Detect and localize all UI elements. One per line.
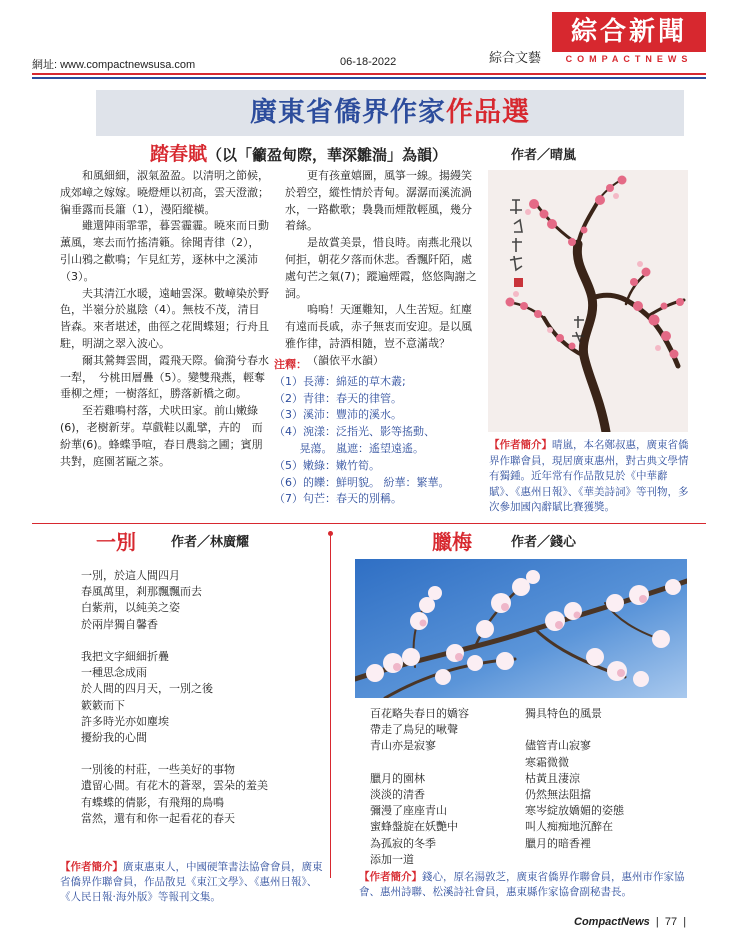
note-item: （4）涴漾：泛指光、影等搖動、 [274, 425, 435, 439]
page-footer [574, 916, 686, 928]
poem1-paragraph: 雖還陣雨霏霏，暮雲霾霾。曉來而日動薰風，寒去而竹搖清籟。徐聞青律（2），引山鴉之歡鳴；乍見紅芳，逐林中之溪沛（3）。 [60, 219, 269, 283]
verse-line: 蜜蜂盤旋在妖艷中 [370, 820, 458, 834]
bio-tag: 【作者簡介】 [60, 861, 123, 873]
verse-line: 帶走了鳥兒的啾聲 [370, 723, 458, 737]
verse-line: 遺留心間。有花木的蒼翠，雲朵的羞美 [81, 779, 268, 793]
poem3-author: 作者／錢心 [511, 535, 577, 550]
poem2-author: 作者／林廣耀 [171, 535, 250, 550]
note-item: （6）的皪：鮮明貌。 紛華：繁華。 [274, 475, 450, 489]
poem1-paragraph: 是故賞美景，惜良時。南燕北飛以何拒，朝花夕落而休悲。香飄阡陌，處處句芒之氣(7)；蹤遍煙霞，悠悠陶謝之詞。 [285, 236, 477, 300]
verse-line: 寒岑綻放嬌媚的姿態 [525, 804, 624, 818]
verse-line: 臘月的暗香裡 [525, 836, 591, 850]
verse-line: 彌漫了座座青山 [370, 804, 447, 818]
verse-line: 添加一道 [370, 852, 414, 866]
logo-english: COMPACTNEWS [565, 54, 693, 64]
verse-line: 獨具特色的風景 [525, 707, 602, 720]
plum-blossom-painting [488, 170, 688, 432]
verse-line: 一別，於這人間四月 [81, 569, 180, 582]
verse-line: 枯黃且淒涼 [525, 771, 580, 785]
poem1-column-1 [60, 168, 270, 470]
cherry-blossom-photo [355, 559, 687, 698]
section-divider-horizontal [32, 523, 706, 524]
header-section: 綜合文藝 [489, 51, 542, 66]
poem2-verse [81, 568, 321, 827]
poem1-notes [274, 357, 484, 508]
divider-dot [328, 531, 333, 536]
logo-chinese: 綜合新聞 [552, 12, 706, 52]
header-rule-blue [32, 77, 706, 79]
verse-line: 寒霜微微 [525, 755, 569, 769]
note-item: （3）溪沛：豐沛的溪水。 [274, 408, 402, 422]
verse-line: 青山亦是寂寥 [370, 739, 436, 753]
note-item: 晃蕩。 嵐遮：遙望遠遙。 [274, 441, 424, 455]
poem1-paragraph: 爾其鶯舞雲間，霞飛天際。倫漪兮春水一犁， 兮桃田層疊（5）。變雙飛燕，輕奪垂柳之煙；一樹落紅，勝落新橋之砌。 [60, 353, 269, 401]
poem1-author-bio [489, 438, 689, 516]
verse-line: 百花略失春日的嬌容 [370, 707, 469, 720]
cherry-blossom-photo-art [355, 559, 687, 698]
bio-tag: 【作者簡介】 [359, 871, 422, 883]
verse-line: 臘月的園林 [370, 771, 425, 785]
plum-blossom-painting-art [488, 170, 688, 432]
footer-separator: | [680, 916, 687, 928]
poem1-paragraph: 夫其清江水暖，遠岫雲深。數嶂染於野色，半嶺分於嵐陰（4）。無枝不茂，清目皆森。來者堪述，曲徑之花間蝶翅；行舟且駐，明湖之翠入波心。 [60, 286, 269, 350]
verse-line: 一別後的村莊，一些美好的事物 [81, 763, 235, 777]
verse-line: 儘管青山寂寥 [525, 739, 591, 753]
poem2-title: 一別 [96, 530, 136, 554]
header-rule-red [32, 73, 706, 75]
footer-separator: | [652, 916, 662, 928]
bio-tag: 【作者簡介】 [489, 439, 552, 451]
verse-line: 擾紛我的心間 [81, 730, 147, 744]
bio-text: 廣東惠東人，中國硬筆書法協會會員，廣東省僑界作聯會員，作品散見《東江文學》、《惠州日報》、《人民日報‧海外版》等報刊文集。 [60, 861, 323, 903]
bio-text: 錢心，原名湯敦芝，廣東省僑界作聯會員，惠州市作家協會、惠州詩聯、松溪詩社會員，惠東縣作家協會副秘書長。 [359, 871, 685, 898]
poem1-author: 作者／晴嵐 [511, 148, 577, 163]
verse-line [370, 755, 525, 771]
verse-line: 當然，還有和你一起看花的春天 [81, 811, 235, 825]
verse-line [81, 633, 321, 649]
verse-line: 叫人痴痴地沉醉在 [525, 820, 613, 834]
poem1-title-text: 踏春賦 [150, 143, 208, 165]
page-title [96, 90, 684, 136]
verse-line: 仍然無法阻擋 [525, 787, 591, 801]
poem1-subtitle: （以「籲盈甸際，華深雛湍」為韻） [207, 146, 448, 164]
footer-brand: CompactNews [574, 916, 650, 928]
poem1-paragraph: 嗚嗚！天運難知，人生苦短。紅塵有遠而長戚，赤子無衷而安迎。是以風雅作律，詩酒相隨，豈不意滿哉？ [285, 303, 472, 350]
verse-line: 簌簌而下 [81, 698, 125, 712]
poem3-verse-right [525, 706, 690, 852]
poem1-rhyme-note: （韻依平水韻） [307, 353, 384, 367]
poem1-paragraph: 更有孩童嬉圖，風箏一線。揚縵笑於碧空，縱性情於青甸。潺潺而溪流渦水，一路歡歌；裊裊而煙散輕風，幾分着絲。 [285, 169, 472, 233]
verse-line: 淡淡的清香 [370, 787, 425, 801]
poem1-paragraph: 和風細細，淑氣盈盈。以清明之節候，成郊嶂之嫁嫁。曉燈煙以初高，雲天澄澈；徧垂露而長簫（1），漫陌縱橫。 [60, 169, 269, 216]
verse-line: 許多時光亦如塵埃 [81, 714, 169, 728]
bio-text: 晴嵐，本名鄭叔惠，廣東省僑界作聯會員，現居廣東惠州，對古典文學情有獨鍾。近年常有作品散見於《中華辭賦》、《惠州日報》、《華美詩詞》等刊物，多次參加國內辭賦比賽獲獎。 [489, 439, 689, 513]
section-divider-vertical [330, 533, 331, 878]
verse-line: 於兩岸獨自馨香 [81, 617, 158, 631]
poem1-paragraph: 至若雞鳴村落，犬吠田家。前山嫩綠(6)，老樹新芽。草戲鞋以亂擘，卉的 而紛華(6)。蜂蝶爭喧，春日農翁之圃；賓朋共對，庭園茗甌之茶。 [60, 404, 263, 468]
publication-logo [552, 12, 706, 64]
notes-heading: 注釋： [274, 358, 307, 371]
poem1-title [150, 139, 447, 166]
poem3-verse-left [370, 706, 525, 868]
note-item: （1）長薄：綿延的草木叢; [274, 374, 406, 388]
page-title-part1: 廣東省僑界作家 [250, 97, 446, 128]
poem3-title: 臘梅 [432, 530, 472, 554]
verse-line: 一種思念成雨 [81, 666, 147, 680]
verse-line: 為孤寂的冬季 [370, 836, 436, 850]
header-date: 06-18-2022 [340, 56, 397, 68]
note-item: （2）青律：春天的律管。 [274, 391, 402, 405]
verse-line: 我把文字細細折疊 [81, 649, 169, 663]
verse-line [525, 722, 690, 738]
page-title-part2: 作品選 [446, 97, 530, 128]
poem3-author-bio [359, 870, 689, 900]
header-url: 網址: www.compactnewsusa.com [32, 59, 196, 71]
verse-line [81, 746, 321, 762]
verse-line: 有蝶蝶的倩影，有飛翔的鳥鳴 [81, 795, 224, 809]
verse-line: 春風萬里，剎那飄飄而去 [81, 585, 202, 599]
verse-line: 於人間的四月天，一別之後 [81, 682, 213, 696]
poem1-column-2 [285, 168, 480, 370]
note-item: （7）句芒：春天的別稱。 [274, 492, 402, 506]
note-item: （5）嫩綠：嫩竹筍。 [274, 458, 380, 472]
page-number: 77 [664, 916, 678, 928]
poem2-author-bio [60, 860, 330, 905]
verse-line: 白紫荊，以純美之姿 [81, 601, 180, 615]
